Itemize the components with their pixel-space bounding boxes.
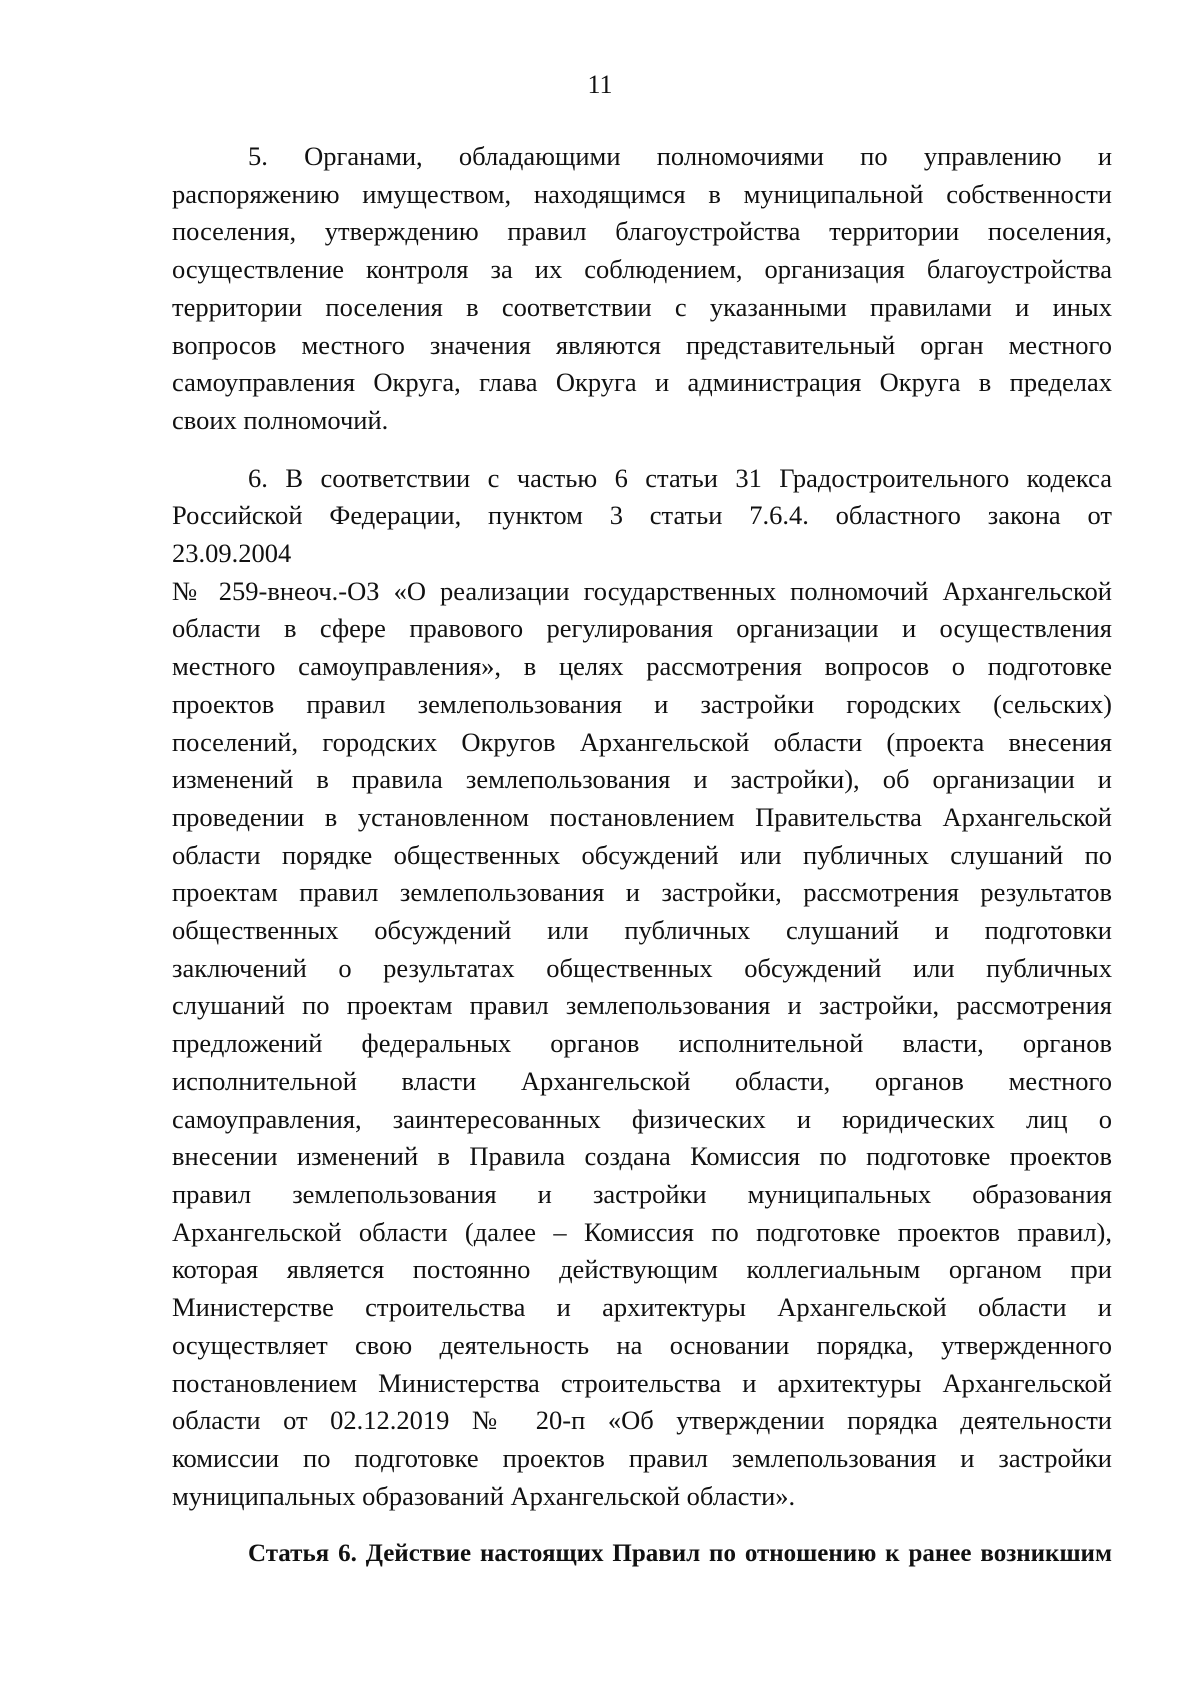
paragraph-line: общественных обсуждений или публичных слушаний и подготовки <box>172 915 1112 946</box>
paragraph-line: которая является постоянно действующим коллегиальным органом при <box>172 1254 1112 1285</box>
paragraph-line: изменений в правила землепользования и застройки), об организации и <box>172 764 1112 795</box>
paragraph-line: правил землепользования и застройки муниципальных образования <box>172 1178 1112 1209</box>
paragraph-line: 23.09.2004 <box>172 538 292 569</box>
paragraph-line: исполнительной власти Архангельской области, органов местного <box>172 1065 1112 1096</box>
paragraph-line: постановлением Министерства строительства и архитектуры Архангельской <box>172 1367 1112 1398</box>
paragraph-line: заключений о результатах общественных обсуждений или публичных <box>172 952 1112 983</box>
paragraph-line: муниципальных образований Архангельской области». <box>172 1480 796 1511</box>
paragraph-line: проведении в установленном постановлением Правительства Архангельской <box>172 801 1112 832</box>
paragraph-line: самоуправления Округа, глава Округа и администрация Округа в пределах <box>172 367 1112 398</box>
paragraph-line: внесении изменений в Правила создана Комиссия по подготовке проектов <box>172 1141 1112 1172</box>
paragraph-line: местного самоуправления», в целях рассмотрения вопросов о подготовке <box>172 651 1112 682</box>
paragraph-line: 6. В соответствии с частью 6 статьи 31 Градостроительного кодекса <box>248 462 1112 493</box>
article-6-heading: Статья 6. Действие настоящих Правил по отношению к ранее возникшим <box>248 1540 1112 1568</box>
paragraph-line: № 259-внеоч.-ОЗ «О реализации государственных полномочий Архангельской <box>172 575 1112 606</box>
paragraph-line: проектов правил землепользования и застройки городских (сельских) <box>172 688 1112 719</box>
paragraph-line: Российской Федерации, пунктом 3 статьи 7.6.4. областного закона от <box>172 500 1112 531</box>
paragraph-line: вопросов местного значения являются представительный орган местного <box>172 329 1112 360</box>
paragraph-line: осуществляет свою деятельность на основании порядка, утвержденного <box>172 1329 1112 1360</box>
paragraph-line: предложений федеральных органов исполнительной власти, органов <box>172 1028 1112 1059</box>
paragraph-6 <box>172 460 1112 1516</box>
paragraph-5 <box>172 138 1112 440</box>
paragraph-line: своих полномочий. <box>172 404 389 435</box>
paragraph-line: Архангельской области (далее – Комиссия по подготовке проектов правил), <box>172 1216 1112 1247</box>
paragraph-line: осуществление контроля за их соблюдением, организация благоустройства <box>172 254 1112 285</box>
paragraph-gap <box>172 1515 1112 1535</box>
page-number: 11 <box>587 70 613 99</box>
paragraph-line: Министерстве строительства и архитектуры Архангельской области и <box>172 1292 1112 1323</box>
paragraph-line: слушаний по проектам правил землепользования и застройки, рассмотрения <box>172 990 1112 1021</box>
paragraph-line: 5. Органами, обладающими полномочиями по управлению и <box>248 141 1112 171</box>
paragraph-line: поселений, городских Округов Архангельской области (проекта внесения <box>172 726 1112 757</box>
paragraph-line: распоряжению имуществом, находящимся в муниципальной собственности <box>172 178 1112 209</box>
document-body <box>172 138 1112 1573</box>
paragraph-line: области от 02.12.2019 № 20-п «Об утверждении порядка деятельности <box>172 1405 1112 1436</box>
paragraph-line: поселения, утверждению правил благоустройства территории поселения, <box>172 216 1112 247</box>
paragraph-line: проектам правил землепользования и застройки, рассмотрения результатов <box>172 877 1112 908</box>
paragraph-line: комиссии по подготовке проектов правил землепользования и застройки <box>172 1442 1112 1473</box>
paragraph-line: области в сфере правового регулирования организации и осуществления <box>172 613 1112 644</box>
paragraph-gap <box>172 440 1112 460</box>
paragraph-line: области порядке общественных обсуждений или публичных слушаний по <box>172 839 1112 870</box>
paragraph-line: территории поселения в соответствии с указанными правилами и иных <box>172 291 1112 322</box>
paragraph-line: самоуправления, заинтересованных физических и юридических лиц о <box>172 1103 1112 1134</box>
